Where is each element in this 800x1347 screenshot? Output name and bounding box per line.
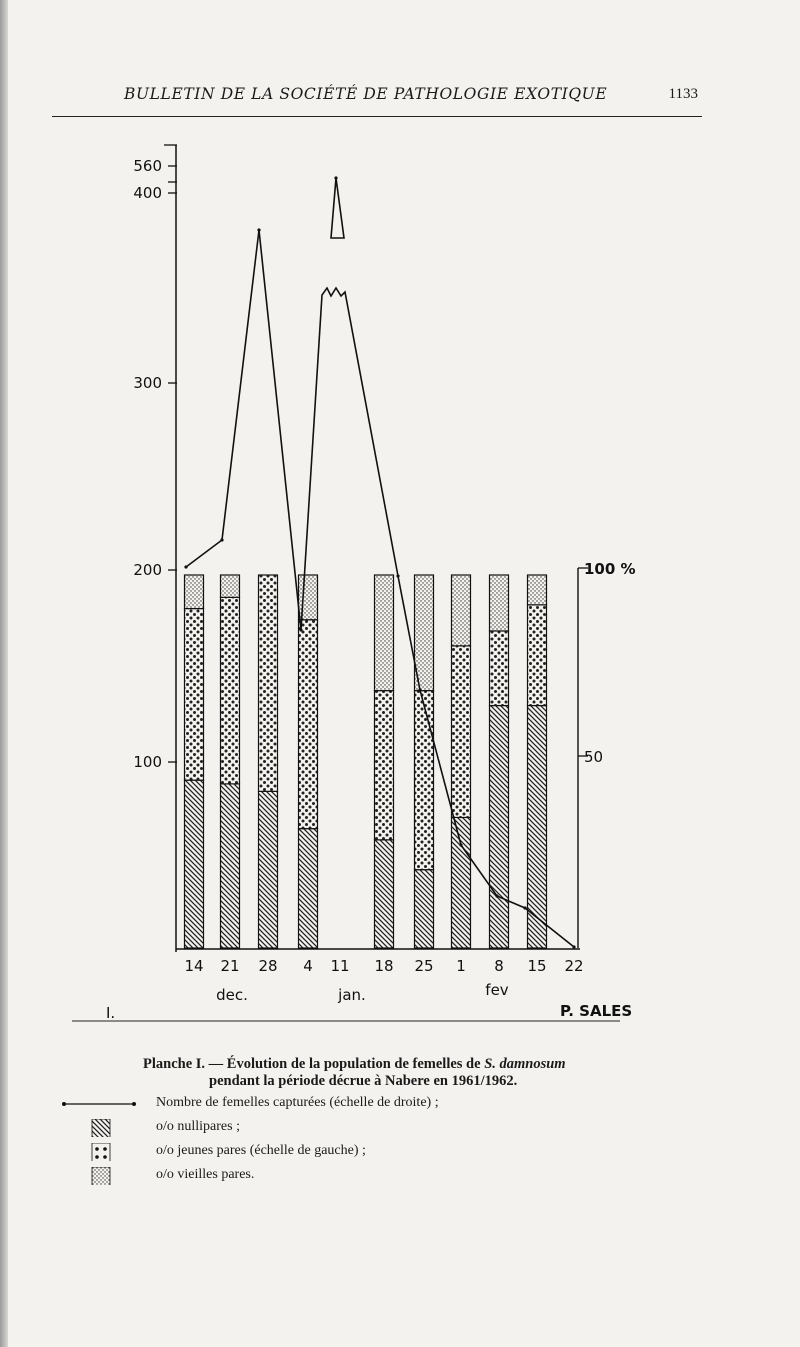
bar-segment bbox=[259, 791, 278, 948]
x-axis-label: 14 bbox=[184, 957, 204, 975]
bar-segment bbox=[415, 691, 434, 870]
x-axis-label: 11 bbox=[330, 957, 350, 975]
bar-segment bbox=[299, 829, 318, 948]
bar-segment bbox=[259, 575, 278, 791]
x-axis-label: 25 bbox=[414, 957, 434, 975]
author-credit: P. SALES bbox=[560, 1002, 633, 1020]
page-number: 1133 bbox=[668, 86, 698, 102]
stipple-pattern-icon bbox=[60, 1167, 156, 1185]
legend-item-dots bbox=[60, 1141, 560, 1163]
x-axis-label: 1 bbox=[456, 957, 466, 975]
left-axis-label: 400 bbox=[133, 184, 162, 202]
capture-count-point bbox=[572, 945, 575, 948]
capture-count-point bbox=[257, 228, 260, 231]
bar-segment bbox=[185, 609, 204, 781]
legend-label-jeunes-pares: o/o jeunes pares (échelle de gauche) ; bbox=[156, 1143, 366, 1158]
left-axis-label: 100 bbox=[133, 753, 162, 771]
month-label: fev bbox=[485, 981, 509, 999]
bar-segment bbox=[375, 575, 394, 691]
bar-segment bbox=[490, 575, 509, 631]
capture-count-point bbox=[495, 894, 498, 897]
capture-count-point bbox=[396, 574, 399, 577]
month-label: dec. bbox=[216, 986, 248, 1004]
bar-segment bbox=[185, 575, 204, 609]
legend-label-vieilles-pares: o/o vieilles pares. bbox=[156, 1167, 255, 1182]
bar-segment bbox=[452, 817, 471, 948]
bar-segment bbox=[221, 597, 240, 784]
bar-segment bbox=[299, 620, 318, 829]
bar-segment bbox=[375, 840, 394, 948]
line-marker-icon bbox=[60, 1095, 156, 1113]
bar-segment bbox=[221, 784, 240, 948]
plate-label: I. bbox=[106, 1004, 116, 1022]
legend-item-hatch bbox=[60, 1117, 560, 1139]
right-axis-label: 50 bbox=[584, 748, 604, 766]
x-axis-label: 18 bbox=[374, 957, 394, 975]
right-axis-label: 100 % bbox=[584, 560, 636, 578]
bar-segment bbox=[528, 605, 547, 706]
bar-segment bbox=[528, 575, 547, 605]
left-axis-label: 200 bbox=[133, 561, 162, 579]
left-axis-label: 300 bbox=[133, 374, 162, 392]
bar-segment bbox=[452, 575, 471, 646]
legend-item-line bbox=[60, 1093, 560, 1115]
capture-count-point bbox=[299, 628, 302, 631]
capture-count-point bbox=[459, 843, 462, 846]
bar-segment bbox=[185, 780, 204, 948]
x-axis-label: 8 bbox=[494, 957, 504, 975]
month-label: jan. bbox=[338, 986, 366, 1004]
figure-caption bbox=[143, 1056, 703, 1090]
x-axis-label: 15 bbox=[527, 957, 547, 975]
journal-title: BULLETIN DE LA SOCIÉTÉ DE PATHOLOGIE EXOTIQUE bbox=[124, 85, 608, 103]
capture-count-point bbox=[334, 176, 337, 179]
bar-segment bbox=[221, 575, 240, 597]
legend-label-line: Nombre de femelles capturées (échelle de droite) ; bbox=[156, 1095, 439, 1110]
legend-item-stipple bbox=[60, 1165, 560, 1187]
dots-pattern-icon bbox=[60, 1143, 156, 1161]
caption-line2: pendant la période décrue à Nabere en 1961/1962. bbox=[209, 1073, 518, 1089]
capture-count-point bbox=[418, 688, 421, 691]
x-axis-label: 4 bbox=[303, 957, 313, 975]
capture-count-point bbox=[220, 538, 223, 541]
left-axis-label: 560 bbox=[133, 157, 162, 175]
x-axis-label: 21 bbox=[220, 957, 240, 975]
legend-label-nullipares: o/o nullipares ; bbox=[156, 1119, 240, 1134]
bar-segment bbox=[375, 691, 394, 840]
hatch-pattern-icon bbox=[60, 1119, 156, 1137]
bar-segment bbox=[490, 631, 509, 706]
caption-species: S. damnosum bbox=[484, 1056, 566, 1072]
x-axis-label: 28 bbox=[258, 957, 278, 975]
capture-count-peak bbox=[331, 178, 344, 238]
x-axis-label: 22 bbox=[564, 957, 584, 975]
capture-count-point bbox=[184, 565, 187, 568]
caption-prefix: Planche I. — Évolution de la population de femelles de bbox=[143, 1056, 485, 1072]
capture-count-point bbox=[523, 906, 526, 909]
bar-segment bbox=[452, 646, 471, 818]
bar-segment bbox=[415, 870, 434, 948]
bar-segment bbox=[490, 706, 509, 948]
figure-legend bbox=[60, 1093, 560, 1189]
